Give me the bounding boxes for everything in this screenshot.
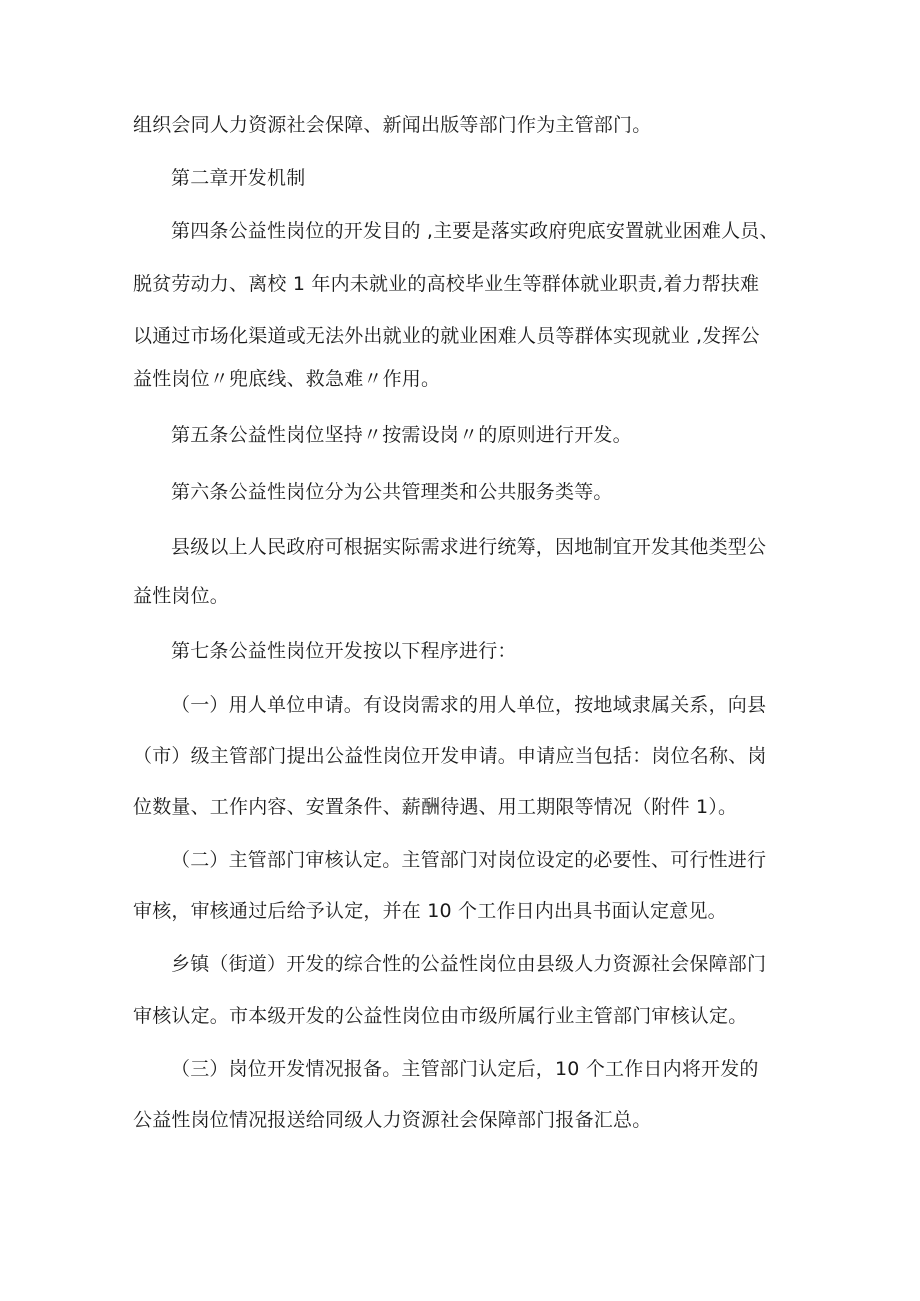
text-line: 益性岗位〃兜底线、救急难〃作用。	[133, 368, 441, 390]
text-line: （市）级主管部门提出公益性岗位开发申请。申请应当包括：岗位名称、岗	[133, 745, 767, 767]
text-line: 审核认定。市本级开发的公益性岗位由市级所属行业主管部门审核认定。	[133, 1005, 748, 1027]
text-line: 乡镇（街道）开发的综合性的公益性岗位由县级人力资源社会保障部门	[171, 953, 767, 975]
text-line: 第六条公益性岗位分为公共管理类和公共服务类等。	[171, 481, 613, 503]
text-line: （二）主管部门审核认定。主管部门对岗位设定的必要性、可行性进行	[171, 849, 767, 871]
text-line: 位数量、工作内容、安置条件、薪酬待遇、用工期限等情况（附件 1）。	[133, 796, 738, 818]
text-line: 第五条公益性岗位坚持〃按需设岗〃的原则进行开发。	[171, 424, 632, 446]
text-line: 第四条公益性岗位的开发目的 ,主要是落实政府兜底安置就业困难人员、	[171, 220, 779, 242]
text-line: （一）用人单位申请。有设岗需求的用人单位，按地域隶属关系，向县	[171, 694, 767, 716]
text-line: 益性岗位。	[133, 585, 230, 607]
text-line: 第七条公益性岗位开发按以下程序进行：	[171, 640, 517, 662]
text-line: 县级以上人民政府可根据实际需求进行统筹，因地制宜开发其他类型公	[171, 536, 767, 558]
text-line: 以通过市场化渠道或无法外出就业的就业困难人员等群体实现就业 ,发挥公	[133, 325, 760, 347]
text-line: 脱贫劳动力、离校 1 年内未就业的高校毕业生等群体就业职责,着力帮扶难	[133, 273, 760, 295]
text-line: 公益性岗位情况报送给同级人力资源社会保障部门报备汇总。	[133, 1109, 652, 1131]
chapter-heading: 第二章开发机制	[171, 167, 306, 189]
text-line: （三）岗位开发情况报备。主管部门认定后，10 个工作日内将开发的	[171, 1058, 759, 1080]
text-line: 组织会同人力资源社会保障、新闻出版等部门作为主管部门。	[133, 114, 652, 136]
text-line: 审核，审核通过后给予认定，并在 10 个工作日内出具书面认定意见。	[133, 900, 727, 922]
